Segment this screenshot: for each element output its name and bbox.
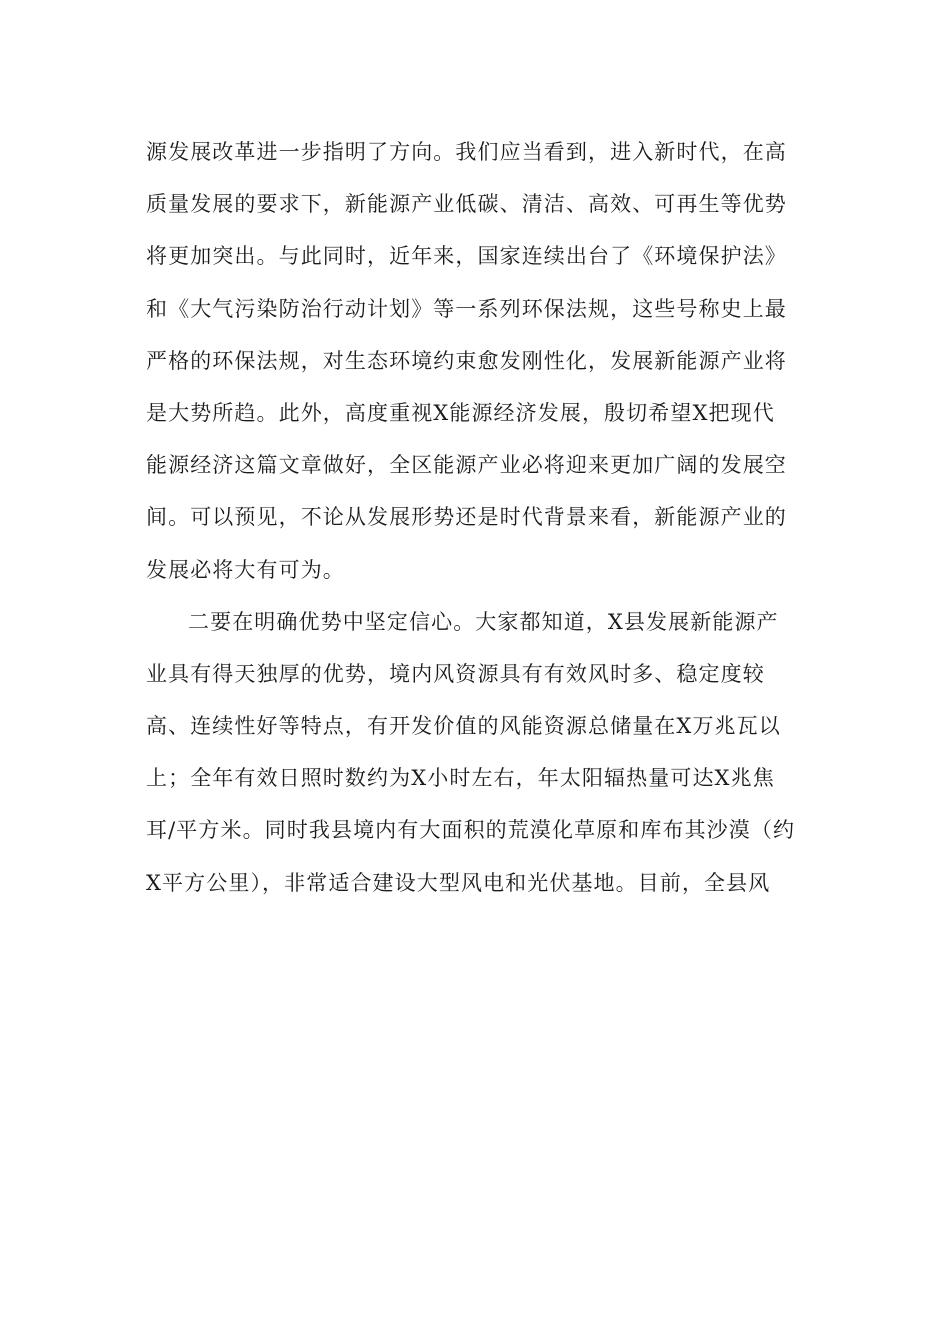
text-line: 是大势所趋。此外，高度重视X能源经济发展，殷切希望X把现代 bbox=[146, 400, 775, 425]
paragraph-2 bbox=[146, 596, 816, 909]
text-line: 上；全年有效日照时数约为X小时左右，年太阳辐热量可达X兆焦 bbox=[146, 766, 775, 791]
text-line: X平方公里），非常适合建设大型风电和光伏基地。目前，全县风 bbox=[146, 870, 771, 895]
paragraph-1 bbox=[146, 126, 816, 596]
text-line: 质量发展的要求下，新能源产业低碳、清洁、高效、可再生等优势 bbox=[146, 192, 787, 217]
text-line: 耳/平方米。同时我县境内有大面积的荒漠化草原和库布其沙漠（约 bbox=[146, 818, 796, 843]
document-body bbox=[146, 126, 816, 909]
text-line: 间。可以预见，不论从发展形势还是时代背景来看，新能源产业的 bbox=[146, 505, 787, 530]
text-line: 严格的环保法规，对生态环境约束愈发刚性化，发展新能源产业将 bbox=[146, 348, 787, 373]
text-line: 源发展改革进一步指明了方向。我们应当看到，进入新时代，在高 bbox=[146, 140, 787, 164]
text-line: 能源经济这篇文章做好，全区能源产业必将迎来更加广阔的发展空 bbox=[146, 453, 787, 478]
text-line: 和《大气污染防治行动计划》等一系列环保法规，这些号称史上最 bbox=[146, 296, 787, 321]
text-line-indented: 二要在明确优势中坚定信心。大家都知道，X县发展新能源产 bbox=[188, 609, 779, 634]
text-line: 高、连续性好等特点，有开发价值的风能资源总储量在X万兆瓦以 bbox=[146, 714, 781, 739]
text-line: 业具有得天独厚的优势，境内风资源具有有效风时多、稳定度较 bbox=[146, 661, 765, 686]
text-line: 发展必将大有可为。 bbox=[146, 557, 345, 582]
text-line: 将更加突出。与此同时，近年来，国家连续出台了《环境保护法》 bbox=[146, 244, 787, 269]
